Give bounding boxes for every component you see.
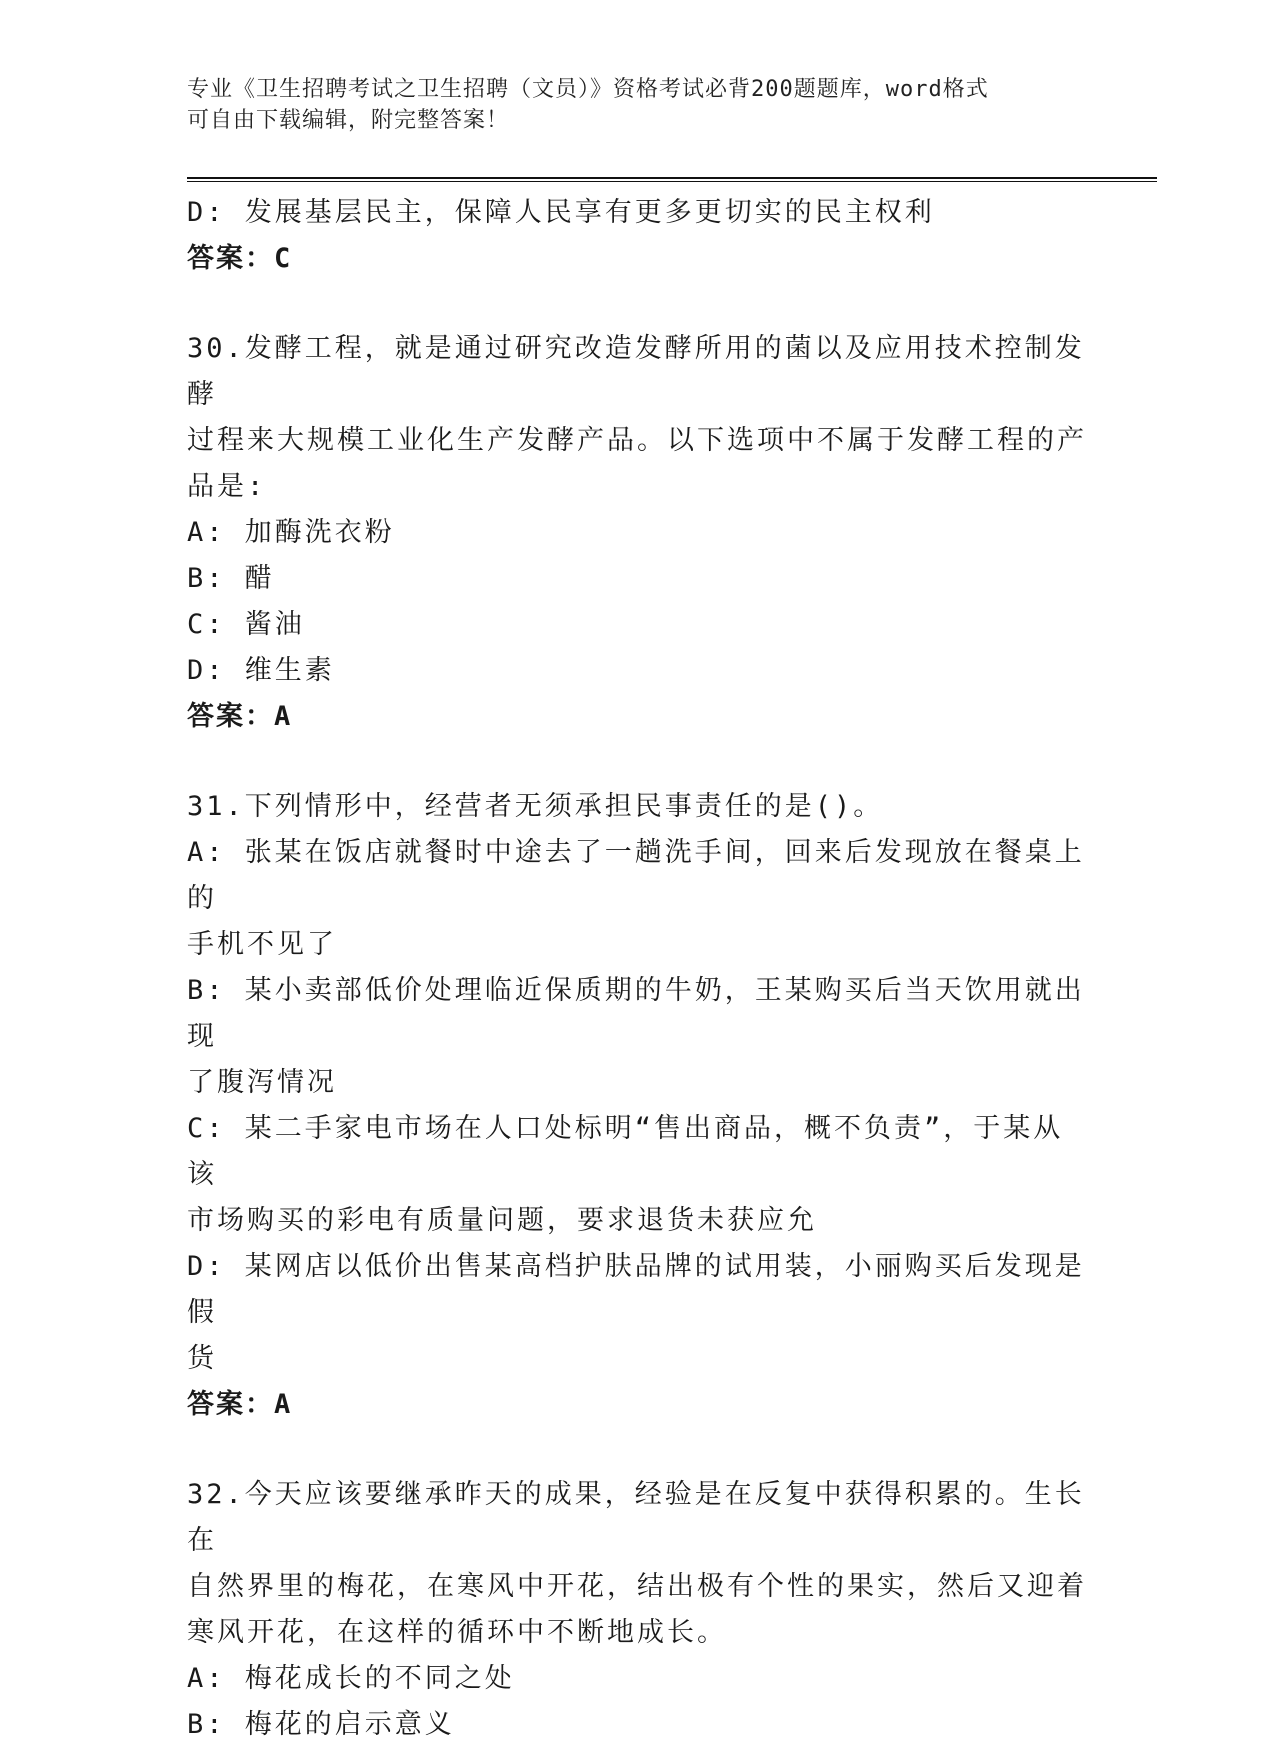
q31-option-a-line-2: 手机不见了 (187, 929, 337, 960)
question-gap (187, 1428, 1087, 1472)
q32-stem-line: 32.今天应该要继承昨天的成果，经验是在反复中获得积累的。生长在 (187, 1479, 1085, 1556)
q29-option-d: D: 发展基层民主，保障人民享有更多更切实的民主权利 (187, 197, 935, 228)
q31-option-b-line-1: B: 某小卖部低价处理临近保质期的牛奶，王某购买后当天饮用就出现 (187, 975, 1085, 1052)
question-31 (187, 784, 1087, 1428)
q30-answer: 答案：A (187, 701, 293, 732)
q31-stem-line: 31.下列情形中，经营者无须承担民事责任的是()。 (187, 791, 884, 822)
q32-option-b: B: 梅花的启示意义 (187, 1709, 455, 1740)
q30-stem-line: 30.发酵工程，就是通过研究改造发酵所用的菌以及应用技术控制发酵 (187, 333, 1085, 410)
q32-stem-line: 自然界里的梅花，在寒风中开花，结出极有个性的果实，然后又迎着 (187, 1571, 1087, 1602)
q30-stem-line: 品是: (187, 471, 267, 502)
q32-stem-line: 寒风开花，在这样的循环中不断地成长。 (187, 1617, 727, 1648)
q30-option-b: B: 醋 (187, 563, 275, 594)
q30-option-a: A: 加酶洗衣粉 (187, 517, 395, 548)
q29-answer: 答案：C (187, 243, 293, 274)
q32-option-a: A: 梅花成长的不同之处 (187, 1663, 515, 1694)
q31-option-a-line-1: A: 张某在饭店就餐时中途去了一趟洗手间，回来后发现放在餐桌上的 (187, 837, 1085, 914)
q30-option-c: C: 酱油 (187, 609, 305, 640)
q31-answer: 答案：A (187, 1389, 293, 1420)
q31-option-c-line-2: 市场购买的彩电有质量问题，要求退货未获应允 (187, 1205, 817, 1236)
question-gap (187, 282, 1087, 326)
q31-option-d-line-1: D: 某网店以低价出售某高档护肤品牌的试用装，小丽购买后发现是假 (187, 1251, 1085, 1328)
q31-option-b-line-2: 了腹泻情况 (187, 1067, 337, 1098)
question-30 (187, 326, 1087, 740)
q30-option-d: D: 维生素 (187, 655, 335, 686)
question-content (187, 190, 1087, 1748)
question-32 (187, 1472, 1087, 1748)
header-title-line-2: 可自由下载编辑，附完整答案！ (187, 108, 510, 133)
page-header (187, 74, 1067, 136)
header-title-line-1: 专业《卫生招聘考试之卫生招聘（文员）》资格考试必背200题题库，word格式 (187, 77, 989, 102)
q31-option-d-line-2: 货 (187, 1343, 217, 1374)
q30-stem-line: 过程来大规模工业化生产发酵产品。以下选项中不属于发酵工程的产 (187, 425, 1087, 456)
q31-option-c-line-1: C: 某二手家电市场在人口处标明“售出商品，概不负责”，于某从该 (187, 1113, 1064, 1190)
question-gap (187, 740, 1087, 784)
header-divider (187, 177, 1157, 182)
